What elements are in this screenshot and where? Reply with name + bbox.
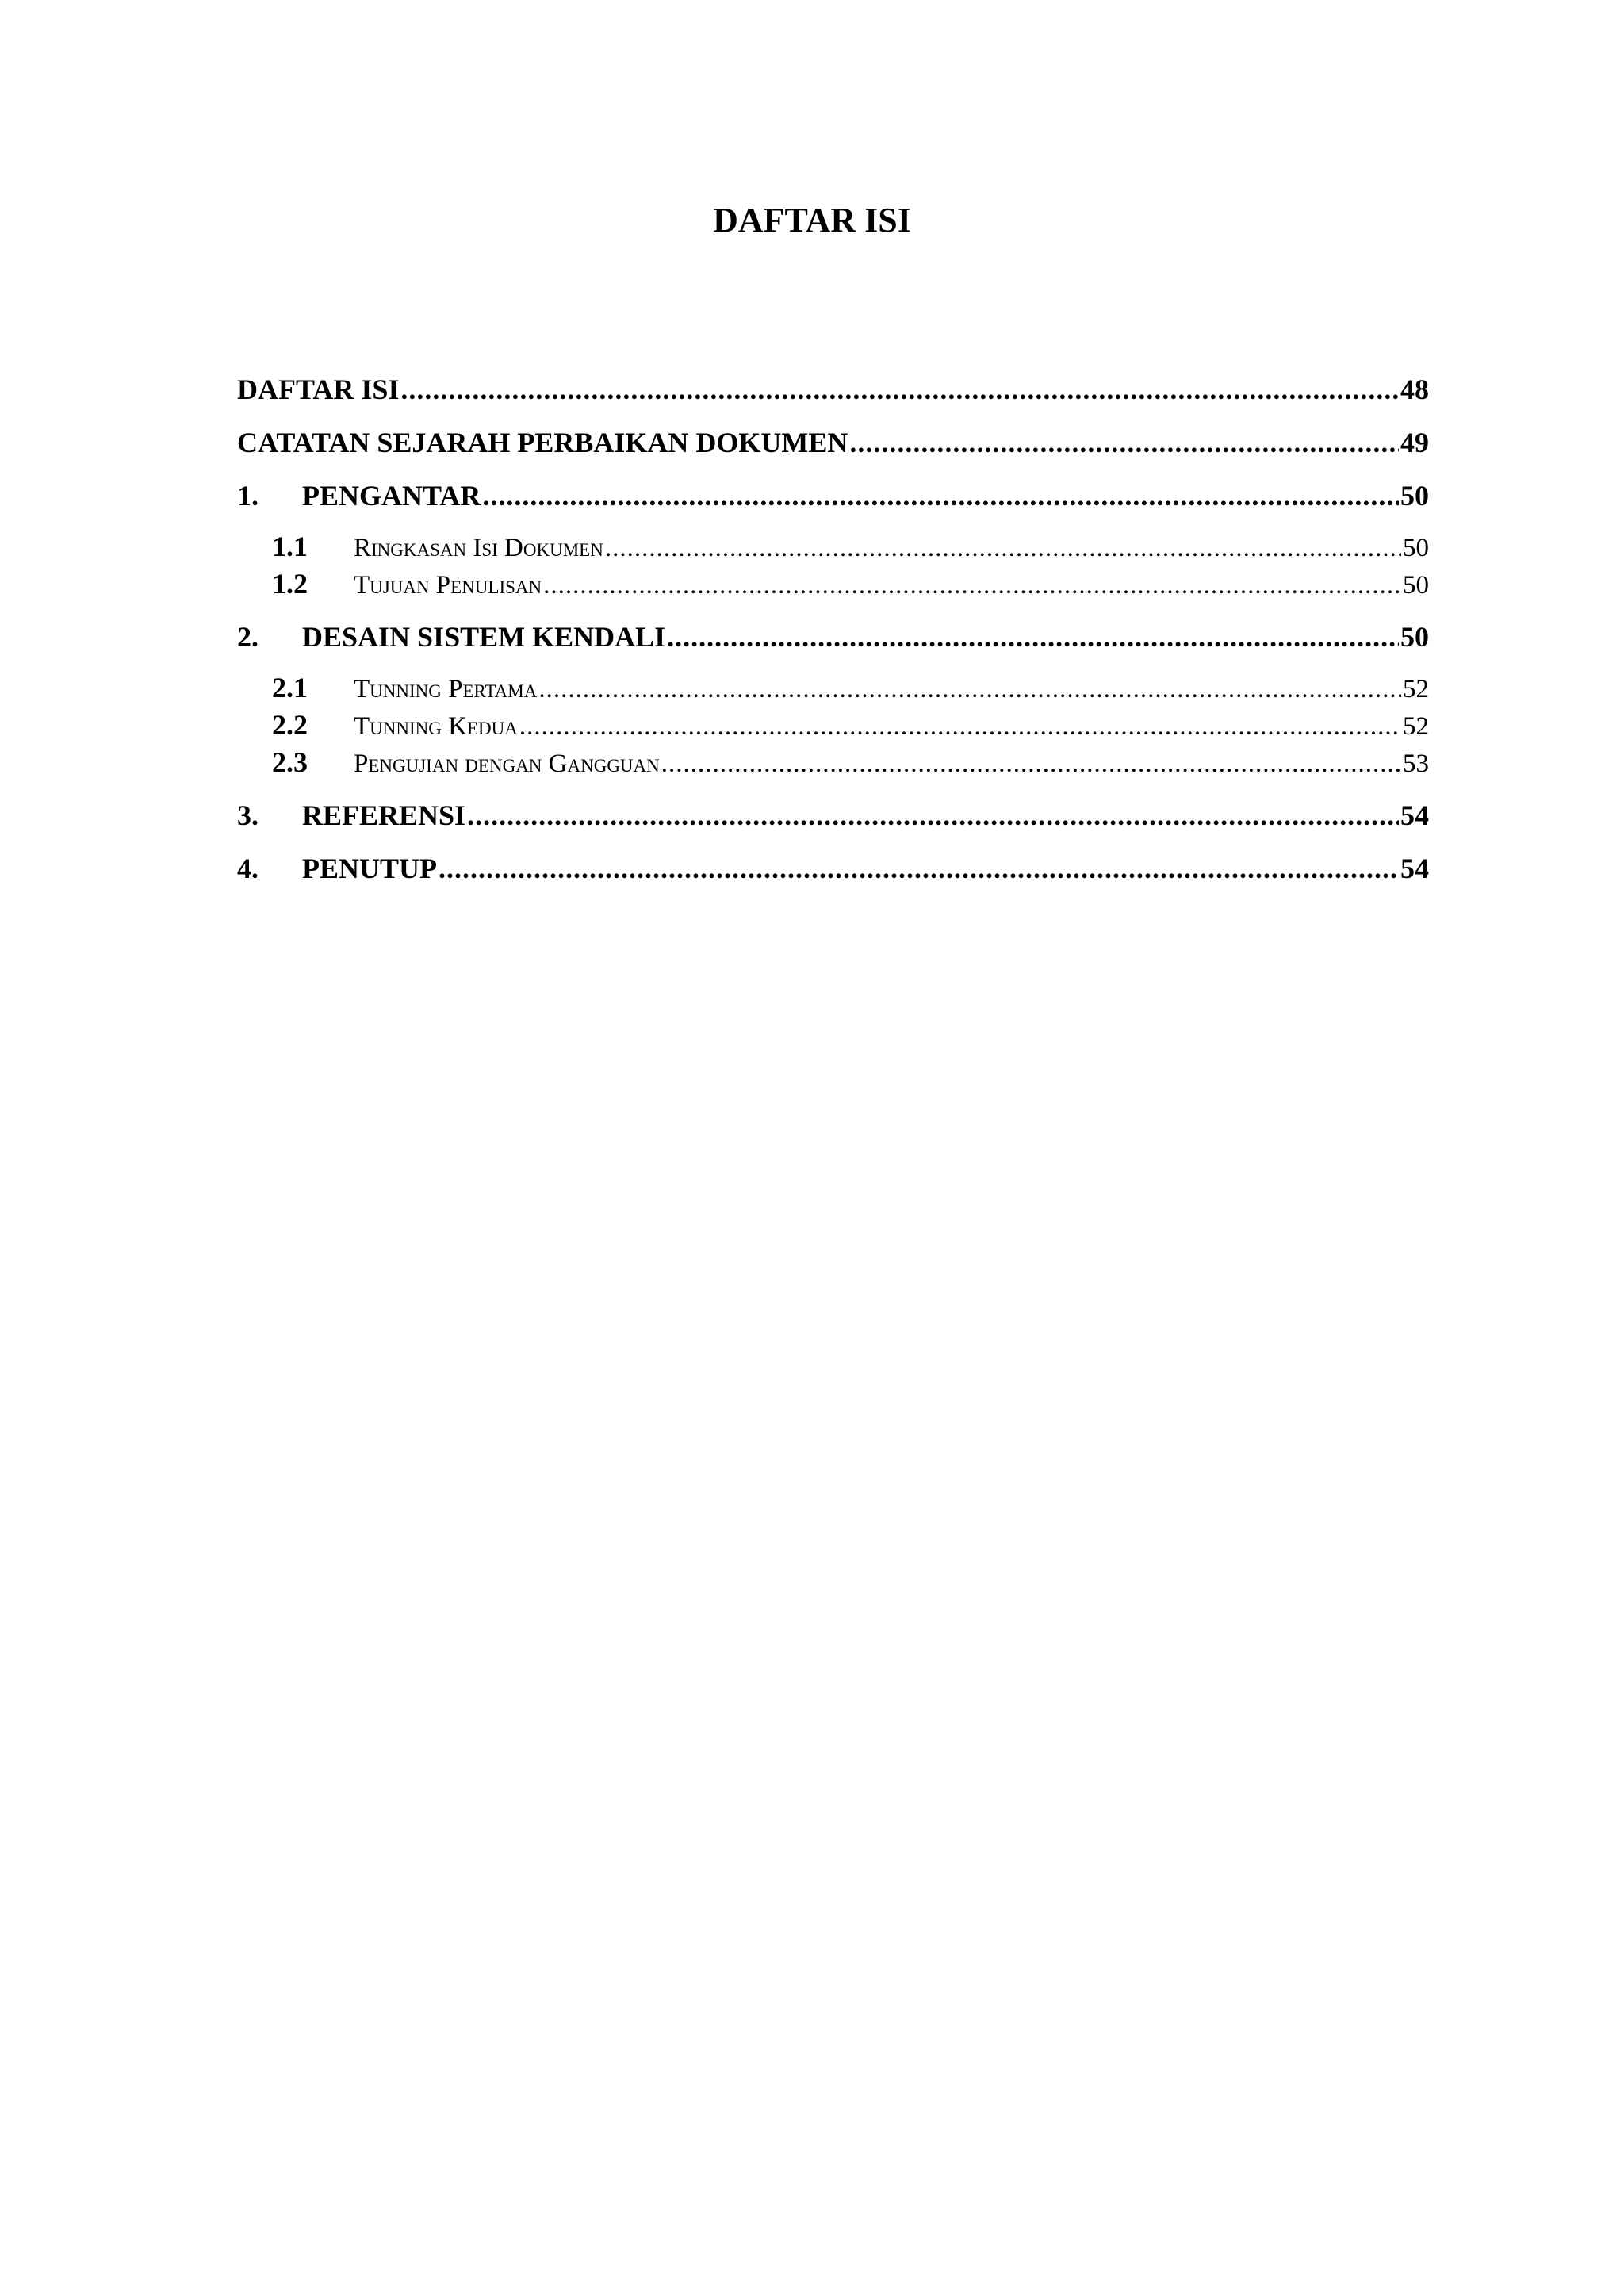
toc-entry-label: DAFTAR ISI: [237, 374, 400, 405]
toc-entry-number: 1.: [237, 480, 259, 512]
toc-entry-page: 50: [1400, 621, 1429, 653]
toc-entry-pengujian-dengan-gangguan[interactable]: [237, 745, 1429, 795]
toc-entry-number: 1.1: [272, 531, 308, 562]
toc-dot-leader: [400, 370, 1399, 409]
toc-entry-label: Tujuan Penulisan: [354, 571, 542, 600]
toc-dot-leader: [467, 795, 1399, 835]
toc-entry-desain-sistem-kendali[interactable]: [237, 617, 1429, 670]
toc-entry-page: 54: [1400, 799, 1429, 831]
toc-entry-page: 52: [1403, 675, 1429, 703]
toc-entry-page: 48: [1400, 374, 1429, 405]
page-title: DAFTAR ISI: [713, 201, 911, 240]
toc-entry-number: 1.2: [272, 568, 308, 600]
toc-entry-label: Tunning Pertama: [354, 675, 538, 703]
toc-entry-label: Tunning Kedua: [354, 712, 518, 741]
toc-entry-number: 4.: [237, 853, 259, 884]
toc-entry-label: PENGANTAR: [302, 480, 481, 512]
toc-entry-page: 49: [1400, 427, 1429, 458]
toc-dot-leader: [543, 568, 1401, 603]
toc-entry-tunning-kedua[interactable]: [237, 707, 1429, 745]
toc-dot-leader: [519, 709, 1401, 744]
toc-entry-label: CATATAN SEJARAH PERBAIKAN DOKUMEN: [237, 427, 848, 458]
toc-entry-number: 2.2: [272, 709, 308, 741]
toc-entry-pengantar[interactable]: [237, 476, 1429, 529]
toc-entry-tunning-pertama[interactable]: [237, 670, 1429, 707]
toc-dot-leader: [439, 849, 1399, 888]
toc-entry-label: Pengujian dengan Gangguan: [354, 749, 660, 778]
toc-dot-leader: [849, 423, 1399, 462]
toc-entry-label: Ringkasan Isi Dokumen: [354, 534, 603, 562]
toc-dot-leader: [538, 672, 1401, 707]
toc-entry-page: 50: [1400, 480, 1429, 512]
toc-entry-referensi[interactable]: [237, 795, 1429, 849]
toc-entry-page: 50: [1403, 534, 1429, 562]
toc-dot-leader: [605, 531, 1401, 565]
toc-entry-number: 3.: [237, 799, 259, 831]
toc-entry-label: PENUTUP: [302, 853, 437, 884]
toc-entry-penutup[interactable]: [237, 849, 1429, 902]
toc-entry-number: 2.: [237, 621, 259, 653]
toc-dot-leader: [482, 476, 1399, 516]
toc-entry-catatan-sejarah[interactable]: [237, 423, 1429, 476]
toc-entry-page: 53: [1403, 749, 1429, 778]
toc-entry-page: 52: [1403, 712, 1429, 741]
toc-entry-tujuan-penulisan[interactable]: [237, 566, 1429, 617]
toc-entry-label: REFERENSI: [302, 799, 466, 831]
toc-entry-daftar-isi[interactable]: [237, 370, 1429, 423]
toc-entry-ringkasan-isi-dokumen[interactable]: [237, 529, 1429, 566]
toc-entry-number: 2.3: [272, 746, 308, 778]
toc-entry-page: 50: [1403, 571, 1429, 600]
toc-entry-number: 2.1: [272, 672, 308, 703]
toc-entry-page: 54: [1400, 853, 1429, 884]
table-of-contents: [237, 370, 1429, 902]
toc-entry-label: DESAIN SISTEM KENDALI: [302, 621, 666, 653]
toc-dot-leader: [661, 746, 1401, 781]
toc-dot-leader: [667, 617, 1399, 657]
